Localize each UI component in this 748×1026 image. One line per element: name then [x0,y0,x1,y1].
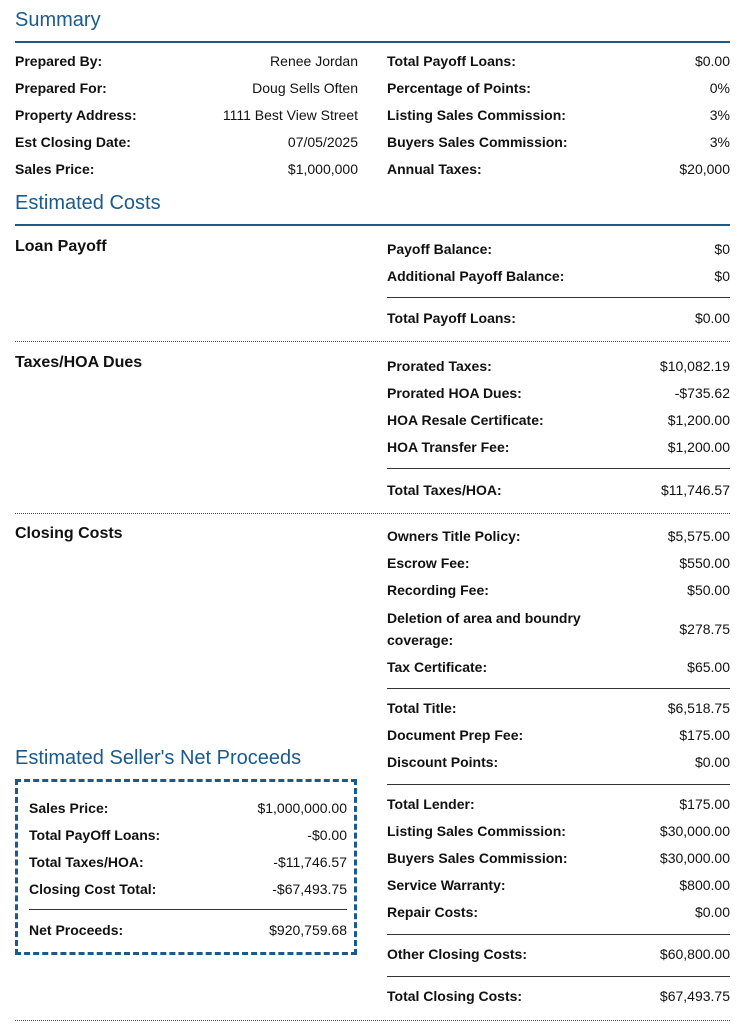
proceeds-closing-value: -$67,493.75 [272,881,347,897]
escrow-fee-label: Escrow Fee: [387,555,470,571]
listing-commission-pct-label: Listing Sales Commission: [387,107,566,123]
listing-commission-value: $30,000.00 [659,823,730,839]
buyers-commission-pct-row [387,132,730,152]
prorated-hoa-label: Prorated HOA Dues: [387,385,522,401]
owners-title-policy-value: $5,575.00 [667,528,730,544]
summary-total-payoff-label: Total Payoff Loans: [387,53,516,69]
taxes-hoa-title: Taxes/HOA Dues [15,354,143,371]
total-payoff-loans-label: Total Payoff Loans: [387,310,516,326]
prepared-by-value: Renee Jordan [270,53,358,69]
sales-price-label: Sales Price: [15,161,95,177]
buyers-commission-label: Buyers Sales Commission: [387,850,568,866]
proceeds-payoff-row [29,825,347,845]
proceeds-sales-price-label: Sales Price: [29,800,109,816]
net-proceeds-row [29,920,347,940]
owners-title-policy-label: Owners Title Policy: [387,528,521,544]
est-closing-date-row [15,132,358,152]
prorated-taxes-value: $10,082.19 [659,358,730,374]
total-title-label: Total Title: [387,700,457,716]
prorated-hoa-row [387,383,730,403]
buyers-commission-pct-value: 3% [709,134,730,150]
total-lender-value: $175.00 [679,796,730,812]
proceeds-sales-price-row [29,798,347,818]
document-prep-label: Document Prep Fee: [387,727,524,743]
total-title-row [387,698,730,718]
total-taxes-hoa-row [387,480,730,500]
hoa-resale-value: $1,200.00 [667,412,730,428]
total-taxes-hoa-label: Total Taxes/HOA: [387,482,502,498]
service-warranty-row [387,875,730,895]
payoff-balance-value: $0 [714,241,730,257]
document-prep-row [387,725,730,745]
annual-taxes-row [387,159,730,179]
estimated-costs-rule [15,224,730,226]
property-address-label: Property Address: [15,107,137,123]
recording-fee-row [387,580,730,600]
proceeds-taxes-label: Total Taxes/HOA: [29,854,144,870]
hoa-transfer-value: $1,200.00 [667,439,730,455]
total-taxes-hoa-value: $11,746.57 [660,482,730,498]
recording-fee-value: $50.00 [687,582,730,598]
other-closing-costs-value: $60,800.00 [659,946,730,962]
listing-commission-pct-value: 3% [709,107,730,123]
listing-commission-label: Listing Sales Commission: [387,823,566,839]
other-closing-costs-row [387,944,730,964]
other-total-rule [387,934,730,935]
summary-total-payoff-row [387,51,730,71]
loan-payoff-title: Loan Payoff [15,238,107,255]
payoff-balance-label: Payoff Balance: [387,241,493,257]
annual-taxes-label: Annual Taxes: [387,161,482,177]
hoa-transfer-label: HOA Transfer Fee: [387,439,510,455]
summary-title: Summary [15,9,101,31]
closing-total-rule [387,976,730,977]
proceeds-taxes-value: -$11,746.57 [273,854,347,870]
buyers-commission-value: $30,000.00 [659,850,730,866]
proceeds-payoff-label: Total PayOff Loans: [29,827,161,843]
annual-taxes-value: $20,000 [679,161,730,177]
owners-title-policy-row [387,526,730,546]
document-prep-value: $175.00 [679,727,730,743]
proceeds-closing-label: Closing Cost Total: [29,881,157,897]
sales-price-row [15,159,358,179]
net-proceeds-label: Net Proceeds: [29,922,124,938]
service-warranty-value: $800.00 [679,877,730,893]
total-closing-costs-label: Total Closing Costs: [387,988,523,1004]
discount-points-label: Discount Points: [387,754,499,770]
deletion-coverage-row [387,607,730,651]
estimated-costs-title: Estimated Costs [15,192,161,214]
proceeds-sales-price-value: $1,000,000.00 [257,800,347,816]
recording-fee-label: Recording Fee: [387,582,489,598]
buyers-commission-pct-label: Buyers Sales Commission: [387,134,568,150]
loan-payoff-total-rule [387,297,730,298]
hoa-resale-row [387,410,730,430]
prorated-taxes-row [387,356,730,376]
prepared-for-row [15,78,358,98]
escrow-fee-row [387,553,730,573]
hoa-transfer-row [387,437,730,457]
est-closing-date-value: 07/05/2025 [287,134,358,150]
tax-certificate-row [387,657,730,677]
tax-certificate-label: Tax Certificate: [387,659,488,675]
est-closing-date-label: Est Closing Date: [15,134,131,150]
escrow-fee-value: $550.00 [679,555,730,571]
total-lender-label: Total Lender: [387,796,475,812]
taxes-total-rule [387,468,730,469]
prorated-taxes-label: Prorated Taxes: [387,358,492,374]
proceeds-payoff-value: -$0.00 [307,827,347,843]
discount-points-row [387,752,730,772]
net-proceeds-box [15,779,357,955]
additional-payoff-row [387,266,730,286]
percentage-points-label: Percentage of Points: [387,80,531,96]
total-lender-row [387,794,730,814]
tax-certificate-value: $65.00 [687,659,730,675]
proceeds-total-rule [29,909,347,910]
additional-payoff-label: Additional Payoff Balance: [387,268,565,284]
summary-total-payoff-value: $0.00 [694,53,730,69]
total-closing-costs-value: $67,493.75 [659,988,730,1004]
percentage-points-row [387,78,730,98]
prepared-for-value: Doug Sells Often [252,80,358,96]
other-closing-costs-label: Other Closing Costs: [387,946,528,962]
repair-costs-label: Repair Costs: [387,904,479,920]
proceeds-taxes-row [29,852,347,872]
prepared-by-row [15,51,358,71]
total-payoff-loans-row [387,308,730,328]
hoa-resale-label: HOA Resale Certificate: [387,412,544,428]
property-address-value: 1111 Best View Street [222,107,358,123]
payoff-balance-row [387,239,730,259]
loan-payoff-divider [15,341,730,342]
total-closing-costs-row [387,986,730,1006]
property-address-row [15,105,358,125]
title-total-rule [387,688,730,689]
discount-points-value: $0.00 [694,754,730,770]
prorated-hoa-value: -$735.62 [674,385,730,401]
buyers-commission-row [387,848,730,868]
listing-commission-row [387,821,730,841]
sales-price-value: $1,000,000 [287,161,358,177]
total-payoff-loans-value: $0.00 [694,310,730,326]
percentage-points-value: 0% [709,80,730,96]
additional-payoff-value: $0 [714,268,730,284]
prepared-by-label: Prepared By: [15,53,103,69]
lender-total-rule [387,784,730,785]
proceeds-closing-row [29,879,347,899]
taxes-divider [15,513,730,514]
closing-costs-title: Closing Costs [15,525,123,542]
service-warranty-label: Service Warranty: [387,877,506,893]
listing-commission-pct-row [387,105,730,125]
net-proceeds-value: $920,759.68 [269,922,347,938]
total-title-value: $6,518.75 [667,700,730,716]
closing-divider [15,1020,730,1021]
repair-costs-value: $0.00 [694,904,730,920]
deletion-coverage-value: $278.75 [679,621,730,637]
repair-costs-row [387,902,730,922]
prepared-for-label: Prepared For: [15,80,107,96]
net-proceeds-title: Estimated Seller's Net Proceeds [15,747,302,769]
summary-rule [15,41,730,43]
deletion-coverage-label: Deletion of area and boundry coverage: [387,610,581,648]
